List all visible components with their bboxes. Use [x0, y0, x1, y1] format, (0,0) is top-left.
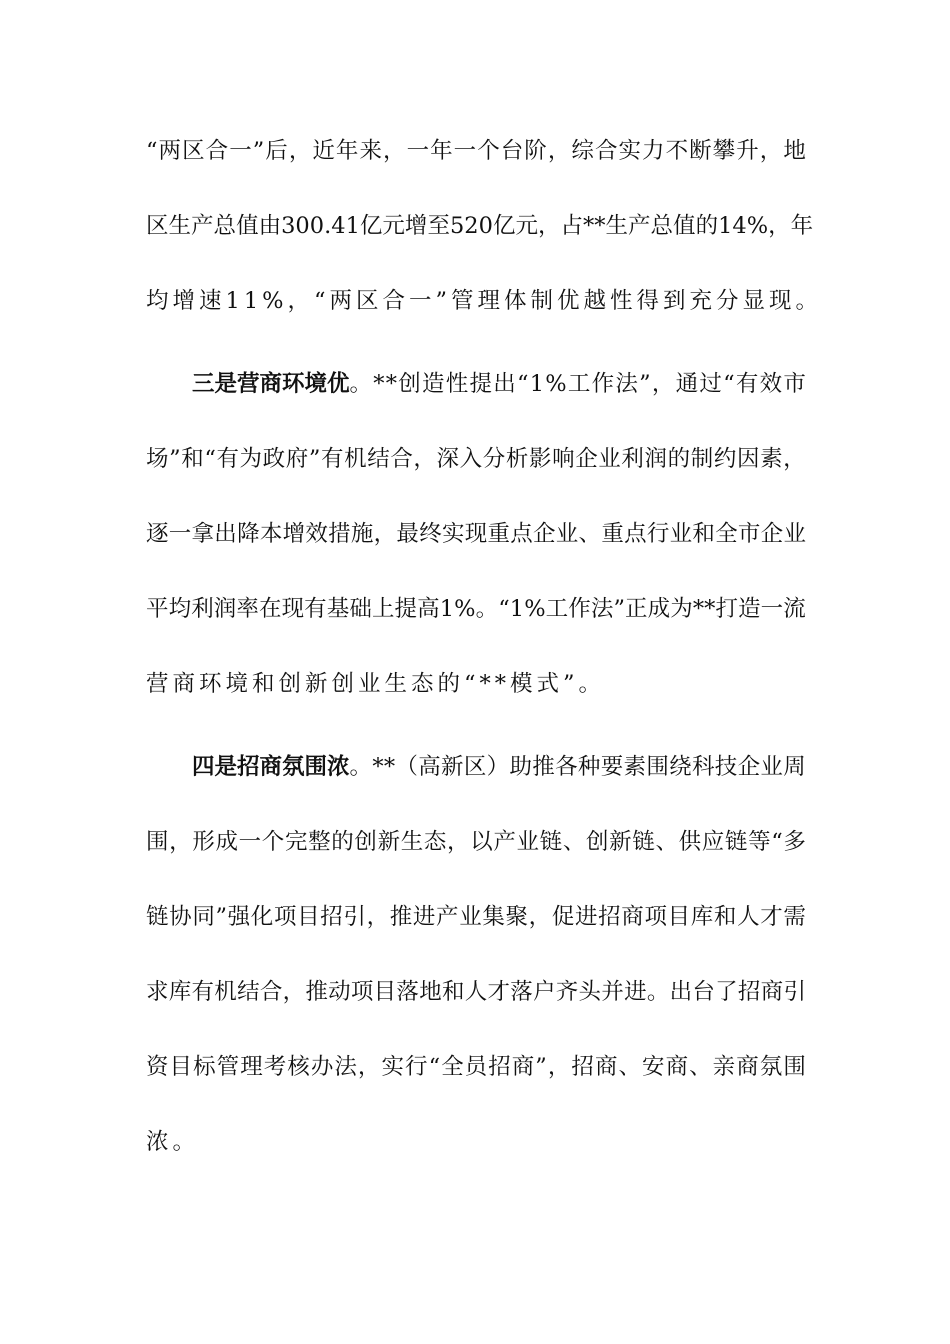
- paragraph-3-line-5: 资 目 标 管 理 考 核 办 法 ， 实 行 “ 全 员 招 商 ” ， 招 商 、 安 商 、 亲 商 氛 围: [146, 1054, 806, 1080]
- paragraph-3-line-6: 浓。: [146, 1129, 200, 1155]
- paragraph-2-line-3: 逐 一 拿 出 降 本 增 效 措 施 ， 最 终 实 现 重 点 企 业 、 重 点 行 业 和 全 市 企 业: [146, 521, 806, 547]
- paragraph-3-line-2: 围 ， 形 成 一 个 完 整 的 创 新 生 态 ， 以 产 业 链 、 创 新 链 、 供 应 链 等 “ 多: [146, 829, 806, 855]
- paragraph-2-line-1-text: 。 * * 创 造 性 提 出 “ 1 % 工 作 法 ” ， 通 过 “ 有 效 市: [349, 371, 806, 397]
- paragraph-2-line-5: 营商环境和创新创业生态的“**模式”。: [146, 671, 606, 697]
- paragraph-2-line-4: 平 均 利 润 率 在 现 有 基 础 上 提 高 1 % 。 “ 1 % 工 作 法 ” 正 成 为 * * 打 造 一 流: [146, 596, 806, 622]
- paragraph-2-heading: 三是营商环境优: [192, 371, 350, 397]
- paragraph-3-heading: 四是招商氛围浓: [192, 754, 350, 780]
- paragraph-1-line-3: 均增速11%，“两区合一”管理体制优越性得到充分显现。: [146, 288, 823, 314]
- paragraph-3-line-4: 求 库 有 机 结 合 ， 推 动 项 目 落 地 和 人 才 落 户 齐 头 并 进 。 出 台 了 招 商 引: [146, 979, 806, 1005]
- paragraph-1-line-1: “ 两 区 合 一 ” 后 ， 近 年 来 ， 一 年 一 个 台 阶 ， 综 合 实 力 不 断 攀 升 ， 地: [146, 138, 806, 164]
- paragraph-3-line-3: 链 协 同 ” 强 化 项 目 招 引 ， 推 进 产 业 集 聚 ， 促 进 招 商 项 目 库 和 人 才 需: [146, 904, 806, 930]
- paragraph-2-line-2: 场 ” 和 “ 有 为 政 府 ” 有 机 结 合 ， 深 入 分 析 影 响 企 业 利 润 的 制 约 因 素 ，: [146, 446, 806, 472]
- paragraph-3-line-1-text: 。 * * （ 高 新 区 ） 助 推 各 种 要 素 围 绕 科 技 企 业 周: [349, 754, 806, 780]
- paragraph-2-line-1: [192, 369, 806, 399]
- paragraph-1-line-2: 区 生 产 总 值 由 3 0 0 . 4 1 亿 元 增 至 5 2 0 亿 元 ， 占 * * 生 产 总 值 的 1 4 % ， 年: [146, 213, 814, 239]
- paragraph-3-line-1: [192, 752, 806, 782]
